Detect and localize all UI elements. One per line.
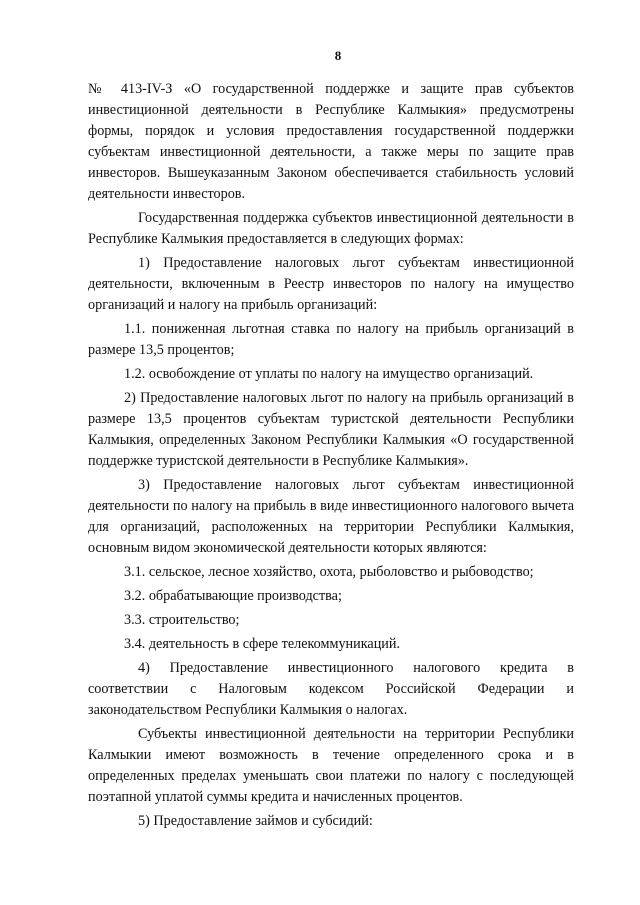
paragraph-support-forms-intro: Государственная поддержка субъектов инвестиционной деятельности в Республике Калмыкия предоставляется в следующих формах: [88,210,574,247]
page-number: 8 [334,48,342,63]
list-item-3-2: 3.2. обрабатывающие производства; [124,588,342,604]
list-item-3-3: 3.3. строительство; [124,612,240,628]
list-item-1-2: 1.2. освобождение от уплаты по налогу на имущество организаций. [124,366,534,382]
paragraph-tax-credit-explanation: Субъекты инвестиционной деятельности на территории Республики Калмыкии имеют возможность в течение определенного срока и в определенных пределах уменьшать свои платежи по налогу с последующей поэтапной уплатой суммы кредита и начисленных процентов. [88,726,574,805]
list-item-2: 2) Предоставление налоговых льгот по налогу на прибыль организаций в размере 13,5 процентов субъектам туристской деятельности Республики Калмыкия, определенных Законом Республики Калмыкия «О государственной поддержке туристской деятельности в Республике Калмыкия». [88,390,574,469]
list-item-5: 5) Предоставление займов и субсидий: [138,813,373,829]
list-item-3-4: 3.4. деятельность в сфере телекоммуникаций. [124,636,401,652]
list-item-1: 1) Предоставление налоговых льгот субъектам инвестиционной деятельности, включенным в Реестр инвесторов по налогу на имущество организаций и налогу на прибыль организаций: [88,255,574,313]
list-item-4: 4) Предоставление инвестиционного налогового кредита в соответствии с Налоговым кодексом Российской Федерации и законодательством Республики Калмыкия о налогах. [88,660,574,718]
list-item-3-1: 3.1. сельское, лесное хозяйство, охота, рыболовство и рыбоводство; [124,564,534,580]
list-item-1-1: 1.1. пониженная льготная ставка по налогу на прибыль организаций в размере 13,5 процентов; [88,321,574,358]
paragraph-law-reference: № 413-IV-З «О государственной поддержке и защите прав субъектов инвестиционной деятельности в Республике Калмыкия» предусмотрены формы, порядок и условия предоставления государственной поддержки субъектам инвестиционной деятельности, а также меры по защите прав инвесторов. Вышеуказанным Законом обеспечивается стабильность условий деятельности инвесторов. [88,81,574,202]
list-item-3: 3) Предоставление налоговых льгот субъектам инвестиционной деятельности по налогу на прибыль в виде инвестиционного налогового вычета для организаций, расположенных на территории Республики Калмыкия, основным видом экономической деятельности которых являются: [88,477,574,556]
